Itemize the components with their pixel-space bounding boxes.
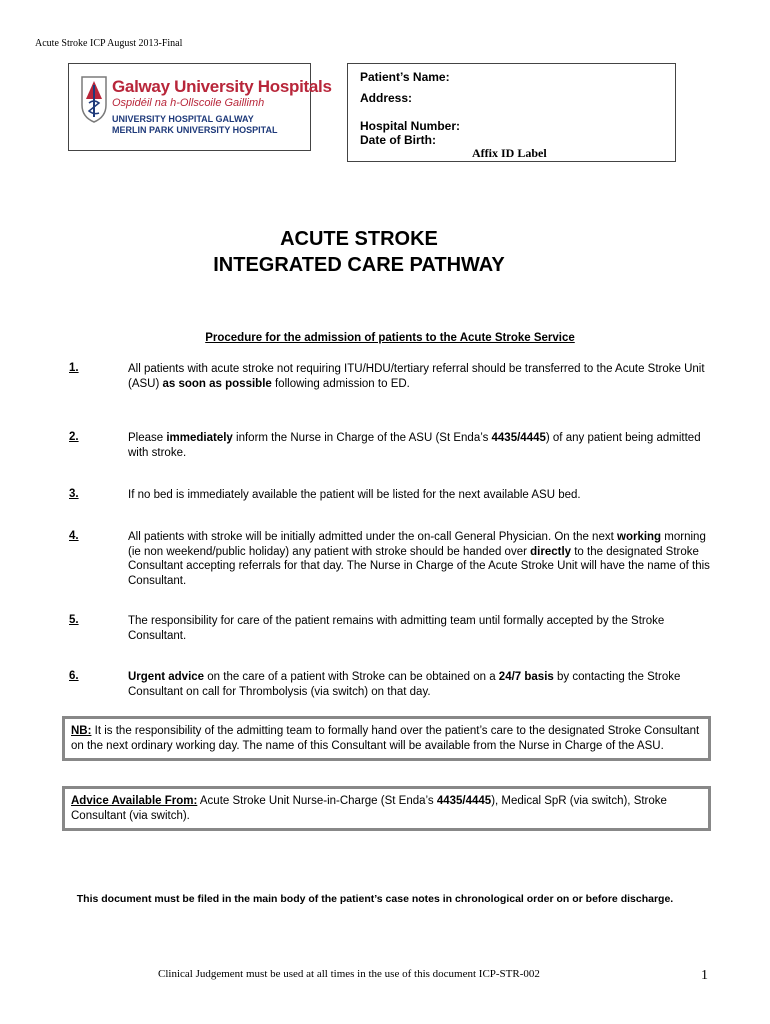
date-of-birth-label: Date of Birth: xyxy=(360,133,436,147)
page-title-line-1: ACUTE STROKE xyxy=(280,228,438,250)
page-number: 1 xyxy=(701,968,708,983)
page-title-line-2: INTEGRATED CARE PATHWAY xyxy=(213,254,505,276)
advice-box: Advice Available From: Acute Stroke Unit Nurse-in-Charge (St Enda’s 4435/4445), Medical SpR (via switch), Stroke Consultant (via switch). xyxy=(62,786,711,831)
address-label: Address: xyxy=(360,91,413,105)
patient-id-box xyxy=(347,63,676,162)
advice-label: Advice Available From: xyxy=(71,795,198,807)
item-number-4: 4. xyxy=(69,530,79,542)
patient-name-label: Patient’s Name: xyxy=(360,70,450,84)
footer-note: Clinical Judgement must be used at all times in the use of this document ICP-STR-002 xyxy=(158,968,540,980)
item-text-3: If no bed is immediately available the patient will be listed for the next available ASU bed. xyxy=(128,489,581,501)
item-text-5: The responsibility for care of the patient remains with admitting team until formally accepted by the Stroke Consultant. xyxy=(128,615,665,642)
logo-subtitle-2: MERLIN PARK UNIVERSITY HOSPITAL xyxy=(112,125,278,135)
hospital-number-label: Hospital Number: xyxy=(360,119,461,133)
item-number-5: 5. xyxy=(69,614,79,626)
item-number-6: 6. xyxy=(69,670,79,682)
header-note: Acute Stroke ICP August 2013-Final xyxy=(35,38,183,49)
item-text-2: Please immediately inform the Nurse in Charge of the ASU (St Enda’s 4435/4445) of any patient being admitted with stroke. xyxy=(128,432,701,459)
item-number-1: 1. xyxy=(69,362,79,374)
logo-irish-name: Ospidéil na h-Ollscoile Gaillimh xyxy=(112,97,265,109)
item-number-3: 3. xyxy=(69,488,79,500)
nb-label: NB: xyxy=(71,725,92,737)
hospital-crest-icon xyxy=(80,75,108,123)
procedure-subtitle: Procedure for the admission of patients to the Acute Stroke Service xyxy=(205,332,575,344)
nb-box xyxy=(62,716,711,761)
item-text-1: All patients with acute stroke not requiring ITU/HDU/tertiary referral should be transferred to the Acute Stroke Unit (ASU) as soon as possible following admission to ED. xyxy=(128,363,705,390)
filing-instruction: This document must be filed in the main body of the patient’s case notes in chronological order on or before discharge. xyxy=(76,893,674,905)
item-text-4: All patients with stroke will be initially admitted under the on-call General Physician. On the next working morning (ie non weekend/public holiday) any patient with stroke should be handed over directly to the designated Stroke Consultant accepting referrals for that day. The Nurse in Charge of the Acute Stroke Unit will have the name of this Consultant. xyxy=(128,531,710,587)
hospital-logo xyxy=(68,63,332,151)
logo-title: Galway University Hospitals xyxy=(112,77,332,96)
logo-subtitle-1: UNIVERSITY HOSPITAL GALWAY xyxy=(112,114,254,124)
item-text-6: Urgent advice on the care of a patient with Stroke can be obtained on a 24/7 basis by contacting the Stroke Consultant on call for Thrombolysis (via switch) on that day. xyxy=(128,671,681,698)
item-number-2: 2. xyxy=(69,431,79,443)
affix-id-label: Affix ID Label xyxy=(472,146,547,160)
nb-text: It is the responsibility of the admitting team to formally hand over the patient’s care to the designated Stroke Consultant on the next ordinary working day. The name of this Consultant will be available from the Nurse in Charge of the ASU. xyxy=(71,725,700,752)
